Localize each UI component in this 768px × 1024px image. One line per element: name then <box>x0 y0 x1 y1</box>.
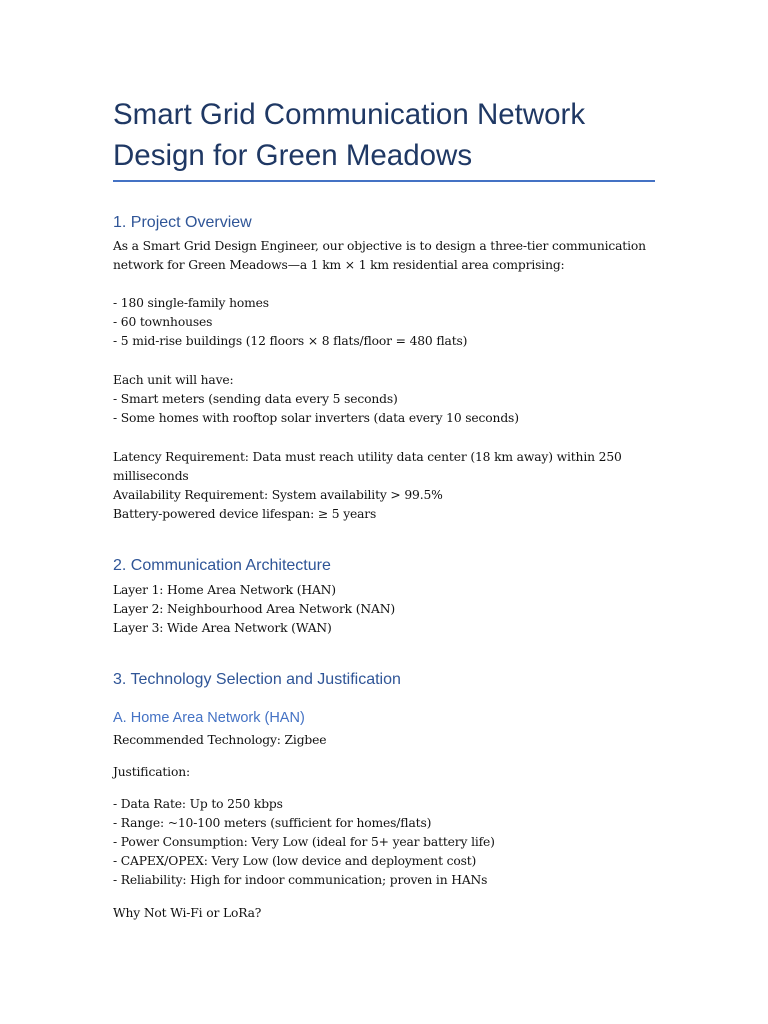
layer-item-han: Layer 1: Home Area Network (HAN) <box>113 583 336 597</box>
han-recommended-technology: Recommended Technology: Zigbee <box>113 733 327 747</box>
han-why-not: Why Not Wi-Fi or LoRa? <box>113 906 262 920</box>
han-point-data-rate: - Data Rate: Up to 250 kbps <box>113 797 283 811</box>
han-point-range: - Range: ~10-100 meters (sufficient for homes/flats) <box>113 816 432 830</box>
availability-requirement: Availability Requirement: System availability > 99.5% <box>113 488 443 502</box>
heading-technology-selection: 3. Technology Selection and Justification <box>113 671 401 688</box>
han-point-capex-opex: - CAPEX/OPEX: Very Low (low device and deployment cost) <box>113 854 477 868</box>
unit-item-townhouses: - 60 townhouses <box>113 315 213 329</box>
heading-han: A. Home Area Network (HAN) <box>113 710 305 726</box>
each-unit-label: Each unit will have: <box>113 373 234 387</box>
unit-item-mid-rise: - 5 mid-rise buildings (12 floors × 8 flats/floor = 480 flats) <box>113 334 468 348</box>
layer-item-wan: Layer 3: Wide Area Network (WAN) <box>113 621 332 635</box>
device-item-solar-inverters: - Some homes with rooftop solar inverters (data every 10 seconds) <box>113 411 519 425</box>
han-justification-label: Justification: <box>113 765 190 779</box>
han-point-power: - Power Consumption: Very Low (ideal for 5+ year battery life) <box>113 835 495 849</box>
overview-intro-line-2: network for Green Meadows—a 1 km × 1 km residential area comprising: <box>113 258 565 272</box>
unit-item-single-family: - 180 single-family homes <box>113 296 269 310</box>
heading-communication-architecture: 2. Communication Architecture <box>113 557 331 574</box>
title-underline <box>113 180 655 182</box>
document-title: Smart Grid Communication Network Design for Green Meadows <box>113 98 586 172</box>
device-item-smart-meters: - Smart meters (sending data every 5 seconds) <box>113 392 398 406</box>
han-point-reliability: - Reliability: High for indoor communication; proven in HANs <box>113 873 488 887</box>
overview-intro-line-1: As a Smart Grid Design Engineer, our objective is to design a three-tier communication <box>113 239 646 253</box>
layer-item-nan: Layer 2: Neighbourhood Area Network (NAN) <box>113 602 395 616</box>
heading-project-overview: 1. Project Overview <box>113 214 252 231</box>
battery-lifespan: Battery-powered device lifespan: ≥ 5 years <box>113 507 377 521</box>
latency-requirement-line-1: Latency Requirement: Data must reach utility data center (18 km away) within 250 <box>113 450 622 464</box>
latency-requirement-line-2: milliseconds <box>113 469 189 483</box>
